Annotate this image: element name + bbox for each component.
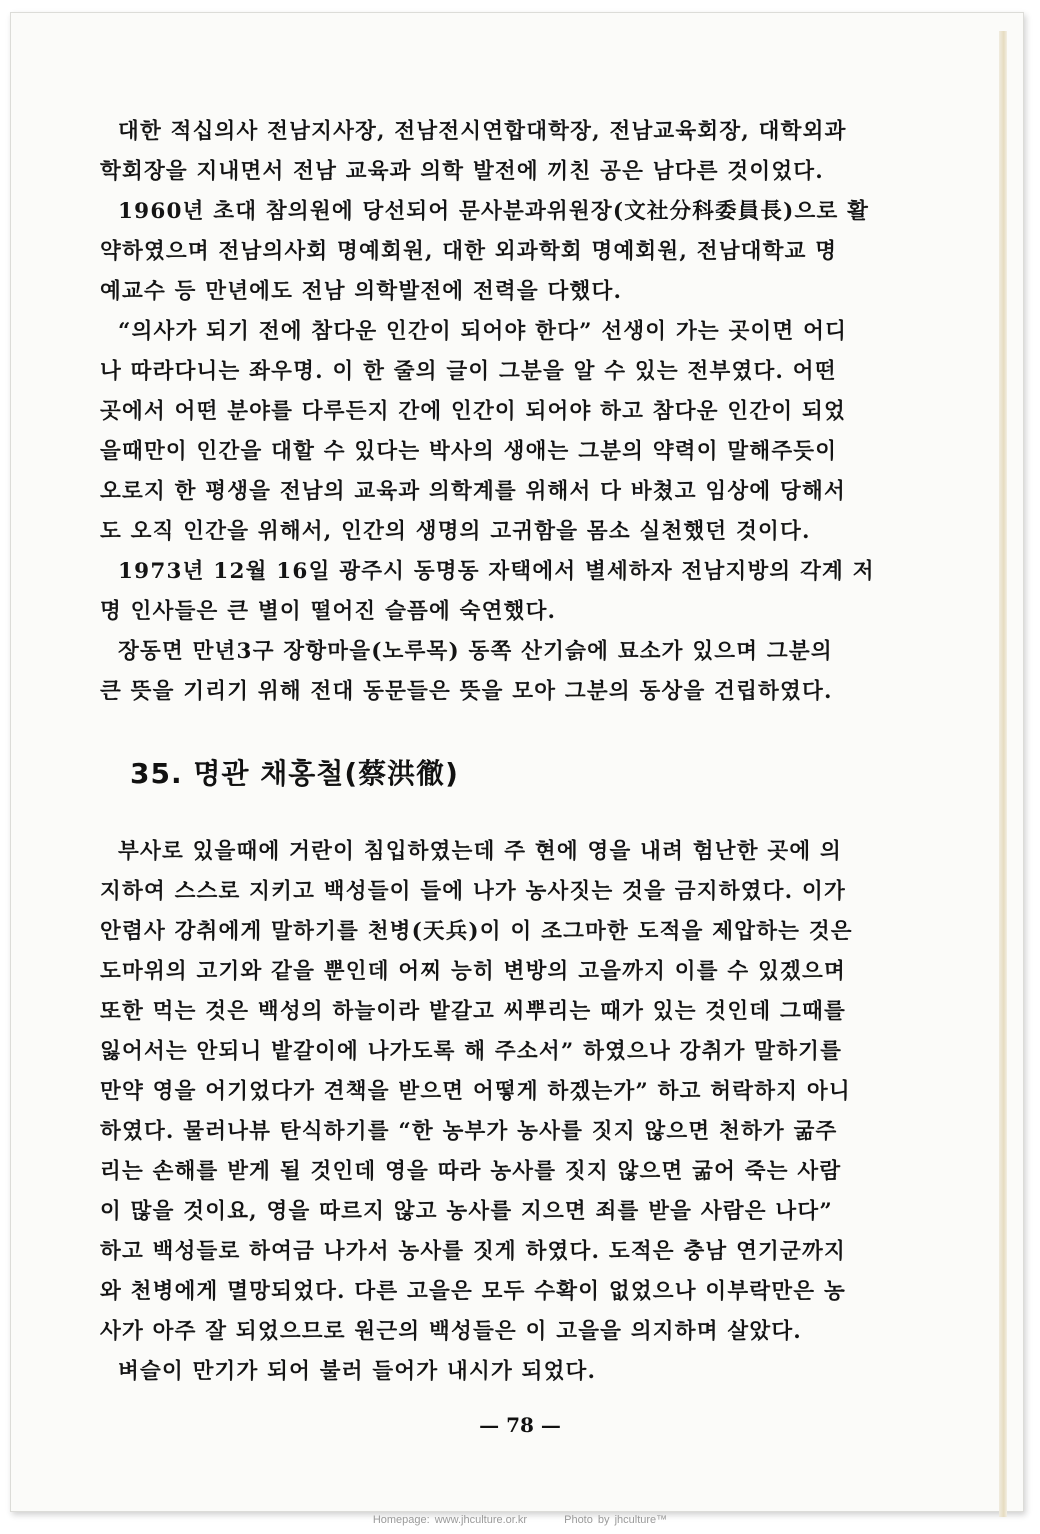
- text-line: “의사가 되기 전에 참다운 인간이 되어야 한다” 선생이 가는 곳이면 어디: [118, 319, 848, 344]
- page-number: — 78 —: [479, 1413, 561, 1437]
- text-line: 장동면 만년3구 장항마을(노루목) 동쪽 산기슭에 묘소가 있으며 그분의: [118, 639, 833, 664]
- text-line: 또한 먹는 것은 백성의 하늘이라 밭갈고 씨뿌리는 때가 있는 것인데 그때를: [100, 999, 846, 1024]
- text-line: 예교수 등 만년에도 전남 의학발전에 전력을 다했다.: [100, 279, 623, 304]
- text-line: 리는 손해를 받게 될 것인데 영을 따라 농사를 짓지 않으면 굶어 죽는 사람: [100, 1159, 842, 1184]
- text-line: 1960년 초대 참의원에 당선되어 문사분과위원장(文社分科委員長)으로 활: [118, 199, 870, 224]
- text-line: 와 천병에게 멸망되었다. 다른 고을은 모두 수확이 없었으나 이부락만은 농: [100, 1279, 846, 1304]
- text-line: 하였다. 물러나뷰 탄식하기를 “한 농부가 농사를 짓지 않으면 천하가 굶주: [100, 1119, 838, 1144]
- text-line: 학회장을 지내면서 전남 교육과 의학 발전에 끼친 공은 남다른 것이었다.: [100, 159, 824, 184]
- text-line: 을때만이 인간을 대할 수 있다는 박사의 생애는 그분의 약력이 말해주듯이: [100, 439, 838, 464]
- text-line: 큰 뜻을 기리기 위해 전대 동문들은 뜻을 모아 그분의 동상을 건립하였다.: [100, 679, 833, 704]
- text-line: 지하여 스스로 지키고 백성들이 들에 나가 농사짓는 것을 금지하였다. 이가: [100, 879, 846, 904]
- section-heading: 35. 명관 채홍철(蔡洪徹): [130, 757, 459, 790]
- text-line: 벼슬이 만기가 되어 불러 들어가 내시가 되었다.: [118, 1359, 597, 1384]
- homepage-link[interactable]: Homepage: www.jhculture.or.kr: [372, 1514, 528, 1526]
- text-line: 1973년 12월 16일 광주시 동명동 자택에서 별세하자 전남지방의 각계 저: [118, 559, 875, 584]
- text-line: 만약 영을 어기었다가 견책을 받으면 어떻게 하겠는가” 하고 허락하지 아니: [100, 1079, 851, 1104]
- photo-credit: Photo by jhculture™: [564, 1514, 668, 1526]
- text-line: 부사로 있을때에 거란이 침입하였는데 주 현에 영을 내려 험난한 곳에 의: [118, 839, 842, 864]
- text-line: 사가 아주 잘 되었으므로 원근의 백성들은 이 고을을 의지하며 살았다.: [100, 1319, 802, 1344]
- text-line: 약하였으며 전남의사회 명예회원, 대한 외과학회 명예회원, 전남대학교 명: [100, 239, 838, 264]
- text-line: 도 오직 인간을 위해서, 인간의 생명의 고귀함을 몸소 실천했던 것이다.: [100, 519, 811, 544]
- text-line: 나 따라다니는 좌우명. 이 한 줄의 글이 그분을 알 수 있는 전부였다. 어떤: [100, 359, 837, 384]
- bottom-paragraphs: [100, 832, 980, 1392]
- text-line: 오로지 한 평생을 전남의 교육과 의학계를 위해서 다 바쳤고 임상에 당해서: [100, 479, 846, 504]
- text-line: 안렴사 강취에게 말하기를 천병(天兵)이 이 조그마한 도적을 제압하는 것은: [100, 919, 853, 944]
- top-paragraphs: [100, 112, 980, 712]
- text-line: 이 많을 것이요, 영을 따르지 않고 농사를 지으면 죄를 받을 사람은 나다”: [100, 1199, 833, 1224]
- page-edge: [999, 31, 1007, 1517]
- document-page: [30, 40, 990, 1500]
- text-line: 대한 적십의사 전남지사장, 전남전시연합대학장, 전남교육회장, 대학외과: [118, 119, 847, 144]
- text-line: 도마위의 고기와 같을 뿐인데 어찌 능히 변방의 고을까지 이를 수 있겠으며: [100, 959, 846, 984]
- text-line: 잃어서는 안되니 밭갈이에 나가도록 해 주소서” 하였으나 강취가 말하기를: [100, 1039, 843, 1064]
- text-line: 곳에서 어떤 분야를 다루든지 간에 인간이 되어야 하고 참다운 인간이 되었: [100, 399, 846, 424]
- text-line: 명 인사들은 큰 별이 떨어진 슬픔에 숙연했다.: [100, 599, 557, 624]
- footer: [0, 1514, 1040, 1526]
- text-line: 하고 백성들로 하여금 나가서 농사를 짓게 하였다. 도적은 충남 연기군까지: [100, 1239, 846, 1264]
